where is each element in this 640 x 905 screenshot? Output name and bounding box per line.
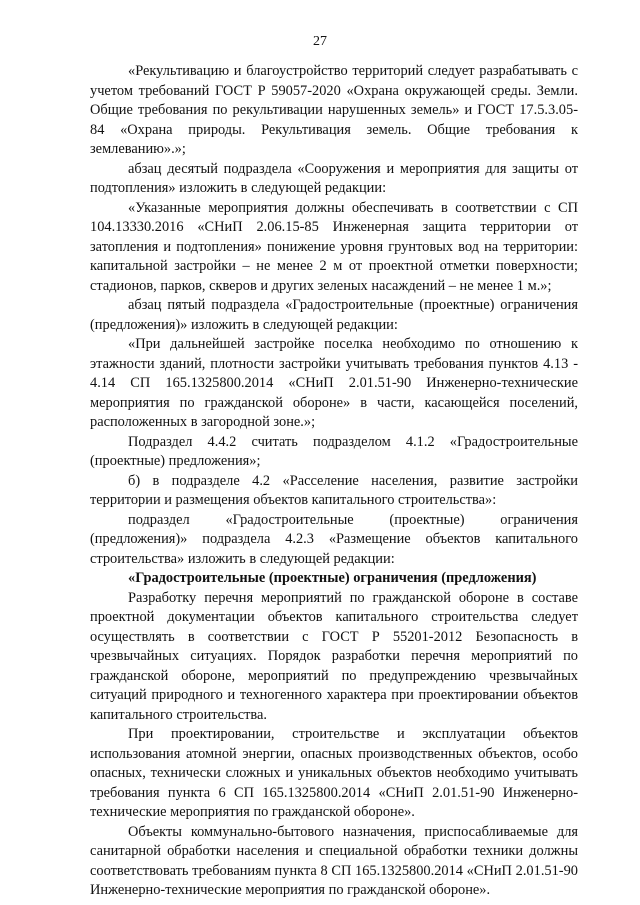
paragraph: Подраздел 4.4.2 считать подразделом 4.1.2 «Градостроительные (проектные) предложения»; [90, 433, 578, 469]
paragraph: «При дальнейшей застройке поселка необходимо по отношению к этажности зданий, плотности застройки учитывать требования пунктов 4.13 - 4.14 СП 165.1325800.2014 «СНиП 2.01.51-90 Инженерно-технические мероприятия по гражданской обороне» в части, касающейся поселений, расположенных в загородной зоне.»; [90, 336, 578, 430]
document-body [90, 62, 578, 901]
paragraph: Объекты коммунально-бытового назначения, приспосабливаемые для санитарной обработки населения и специальной обработки техники должны соответствовать требованиям пункта 8 СП 165.1325800.2014 «СНиП 2.01.51-90 Инженерно-технические мероприятия по гражданской обороне». [90, 823, 578, 898]
paragraph: «Указанные мероприятия должны обеспечивать в соответствии с СП 104.13330.2016 «СНиП 2.06.15-85 Инженерная защита территории от затопления и подтопления» понижение уровня грунтовых вод на территории: капитальной застройки – не менее 2 м от проектной отметки поверхности; стадионов, парков, скверов и других зеленых насаждений – не менее 1 м.»; [90, 199, 578, 294]
paragraph: б) в подразделе 4.2 «Расселение населения, развитие застройки территории и размещения объектов капитального строительства»: [90, 472, 578, 508]
paragraph: При проектировании, строительстве и эксплуатации объектов использования атомной энергии, опасных производственных объектов, особо опасных, технически сложных и уникальных объектов необходимо учитывать требования пункта 6 СП 165.1325800.2014 «СНиП 2.01.51-90 Инженерно-технические мероприятия по гражданской обороне». [90, 726, 578, 820]
paragraph: подраздел «Градостроительные (проектные) ограничения (предложения)» подраздела 4.2.3 «Размещение объектов капитального строительства» изложить в следующей редакции: [90, 511, 578, 567]
section-heading: «Градостроительные (проектные) ограничения (предложения) [128, 570, 537, 586]
paragraph: Разработку перечня мероприятий по гражданской обороне в составе проектной документации объектов капитального строительства следует осуществлять в соответствии с ГОСТ Р 55201-2012 Безопасность в чрезвычайных ситуациях. Порядок разработки перечня мероприятий по гражданской обороне, мероприятий по предупреждению чрезвычайных ситуаций природного и техногенного характера при проектировании объектов капитального строительства. [90, 589, 578, 723]
paragraph: абзац десятый подраздела «Сооружения и мероприятия для защиты от подтопления» изложить в следующей редакции: [90, 160, 578, 196]
paragraph: абзац пятый подраздела «Градостроительные (проектные) ограничения (предложения)» изложить в следующей редакции: [90, 297, 578, 333]
page-number: 27 [313, 34, 327, 49]
paragraph: «Рекультивацию и благоустройство территорий следует разрабатывать с учетом требований ГОСТ Р 59057-2020 «Охрана окружающей среды. Земли. Общие требования по рекультивации нарушенных земель» и ГОСТ 17.5.3.05-84 «Охрана природы. Рекультивация земель. Общие требования к землеванию».»; [90, 63, 578, 157]
